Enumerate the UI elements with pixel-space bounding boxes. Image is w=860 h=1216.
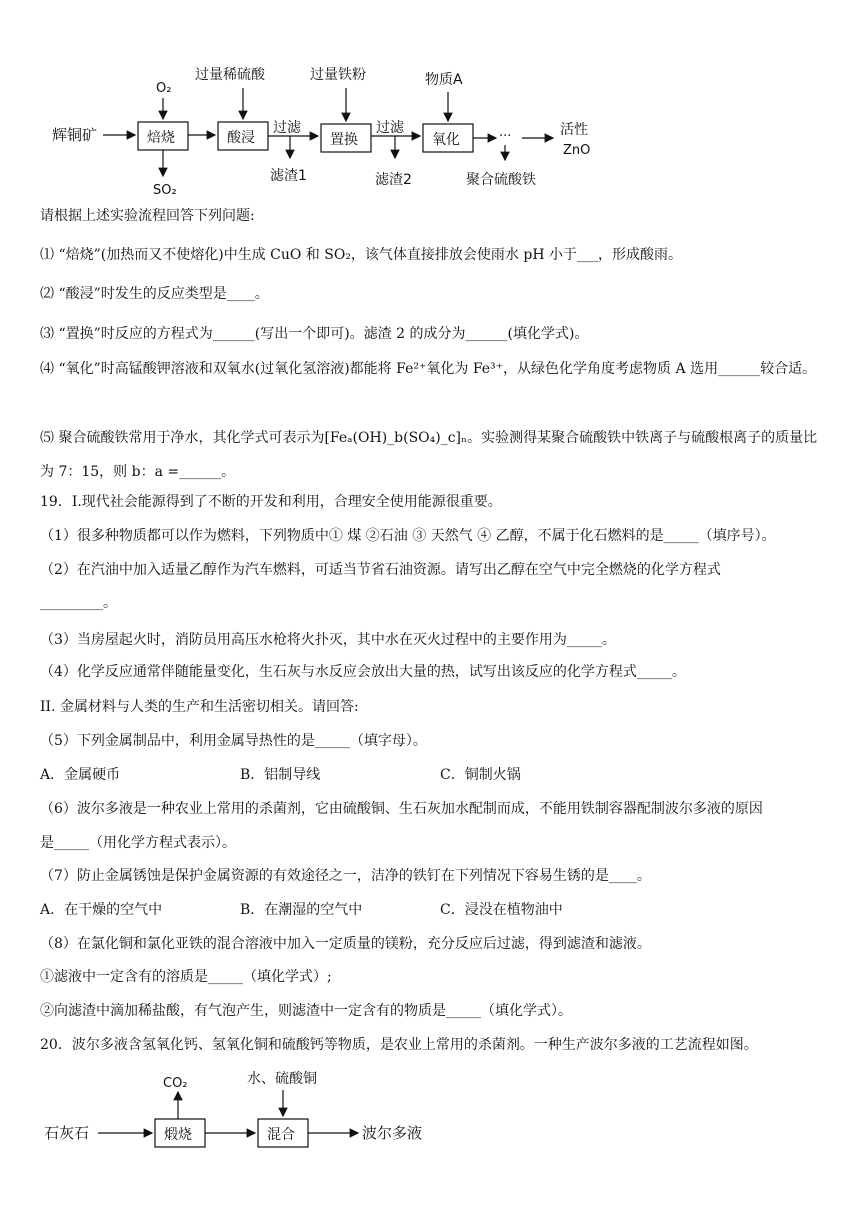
flow1-box-leach-label: 酸浸 (227, 130, 255, 146)
q19-part2b: _________。 (40, 595, 117, 611)
flow-diagram-2 (0, 1060, 860, 1160)
q18-intro: 请根据上述实验流程回答下列问题: (40, 208, 255, 224)
q19-p7-option-a: A．在干燥的空气中 (40, 902, 163, 918)
flow2-co2: CO₂ (163, 1076, 188, 1091)
flow-diagram-1 (0, 0, 860, 200)
flow1-box-oxidize-label: 氧化 (432, 132, 460, 148)
flow1-box-replace-label: 置换 (330, 132, 358, 148)
flow2-water-cuso4: 水、硫酸铜 (247, 1071, 317, 1087)
flow1-o2: O₂ (156, 81, 172, 96)
flow2-box-mix-label: 混合 (267, 1127, 295, 1143)
flow1-residue1: 滤渣1 (270, 168, 307, 184)
q19-part6b: 是_____（用化学方程式表示）。 (40, 835, 236, 851)
flow1-end-2: ZnO (563, 143, 591, 158)
q19-heading2: II. 金属材料与人类的生产和生活密切相关。请回答: (40, 699, 359, 715)
flow2-end: 波尔多液 (362, 1124, 423, 1142)
q19-part6a: （6）波尔多液是一种农业上常用的杀菌剂，它由硫酸铜、生石灰加水配制而成，不能用铁制容器配制波尔多液的原因 (40, 801, 763, 817)
q18-part4: ⑷ “氧化”时高锰酸钾溶液和双氧水(过氧化氢溶液)都能将 Fe²⁺氧化为 Fe³⁺，从绿色化学角度考虑物质 A 选用______较合适。 (40, 361, 817, 377)
flow1-acid: 过量稀硫酸 (195, 67, 265, 83)
flow2-box-calcine-label: 煅烧 (164, 1127, 192, 1143)
q19-part5: （5）下列金属制品中，利用金属导热性的是_____（填字母）。 (40, 733, 427, 749)
q19-part8b: ②向滤渣中滴加稀盐酸，有气泡产生，则滤渣中一定含有的物质是_____（填化学式）。 (40, 1003, 572, 1019)
q18-part1: ⑴ “焙烧”(加热而又不使熔化)中生成 CuO 和 SO₂，该气体直接排放会使雨水 pH 小于___，形成酸雨。 (40, 247, 682, 263)
q19-p5-option-b: B．铝制导线 (240, 767, 321, 783)
q19-p5-option-a: A．金属硬币 (40, 767, 121, 783)
flow1-filter2: 过滤 (376, 120, 404, 136)
q18-part5: ⑸ 聚合硫酸铁常用于净水，其化学式可表示为[Feₐ(OH)_b(SO₄)_c]ₙ。实验测得某聚合硫酸铁中铁离子与硫酸根离子的质量比为 7：15，则 b：a =______。 (40, 430, 818, 480)
q19-heading: 19．I.现代社会能源得到了不断的开发和利用，合理安全使用能源很重要。 (40, 494, 502, 510)
flow1-start: 辉铜矿 (52, 126, 98, 144)
flow1-dots: ··· (499, 129, 512, 144)
q18-part2: ⑵ “酸浸”时发生的反应类型是____。 (40, 286, 269, 302)
q19-p7-option-c: C．浸没在植物油中 (440, 902, 563, 918)
q19-part3: （3）当房屋起火时，消防员用高压水枪将火扑灭，其中水在灭火过程中的主要作用为_____。 (40, 632, 616, 648)
q19-part2a: （2）在汽油中加入适量乙醇作为汽车燃料，可适当节省石油资源。请写出乙醇在空气中完全燃烧的化学方程式 (40, 562, 721, 578)
flow1-polymer-iron: 聚合硫酸铁 (466, 172, 536, 188)
flow1-box-roast-label: 焙烧 (147, 130, 175, 146)
flow1-iron: 过量铁粉 (310, 67, 366, 83)
flow1-substance-a: 物质A (425, 72, 463, 88)
flow1-end-1: 活性 (560, 122, 588, 138)
q20-heading: 20．波尔多液含氢氧化钙、氢氧化铜和硫酸钙等物质，是农业上常用的杀菌剂。一种生产波尔多液的工艺流程如图。 (40, 1037, 758, 1053)
flow1-so2: SO₂ (153, 183, 177, 198)
q19-p5-option-c: C．铜制火锅 (440, 767, 521, 783)
q19-p7-option-b: B．在潮湿的空气中 (240, 902, 363, 918)
q19-part8: （8）在氯化铜和氯化亚铁的混合溶液中加入一定质量的镁粉，充分反应后过滤，得到滤渣和滤液。 (40, 936, 651, 952)
q18-part3: ⑶ “置换”时反应的方程式为______(写出一个即可)。滤渣 2 的成分为______(填化学式)。 (40, 326, 589, 342)
flow1-filter1: 过滤 (273, 120, 301, 136)
q19-part4: （4）化学反应通常伴随能量变化，生石灰与水反应会放出大量的热，试写出该反应的化学方程式_____。 (40, 664, 686, 680)
q19-part8a: ①滤液中一定含有的溶质是_____（填化学式）; (40, 969, 332, 985)
q19-part7: （7）防止金属锈蚀是保护金属资源的有效途径之一，洁净的铁钉在下列情况下容易生锈的是____。 (40, 868, 651, 884)
flow2-start: 石灰石 (44, 1124, 90, 1142)
flow1-residue2: 滤渣2 (375, 172, 412, 188)
q19-part1: （1）很多种物质都可以作为燃料，下列物质中① 煤 ②石油 ③ 天然气 ④ 乙醇，不属于化石燃料的是_____（填序号）。 (40, 528, 776, 544)
